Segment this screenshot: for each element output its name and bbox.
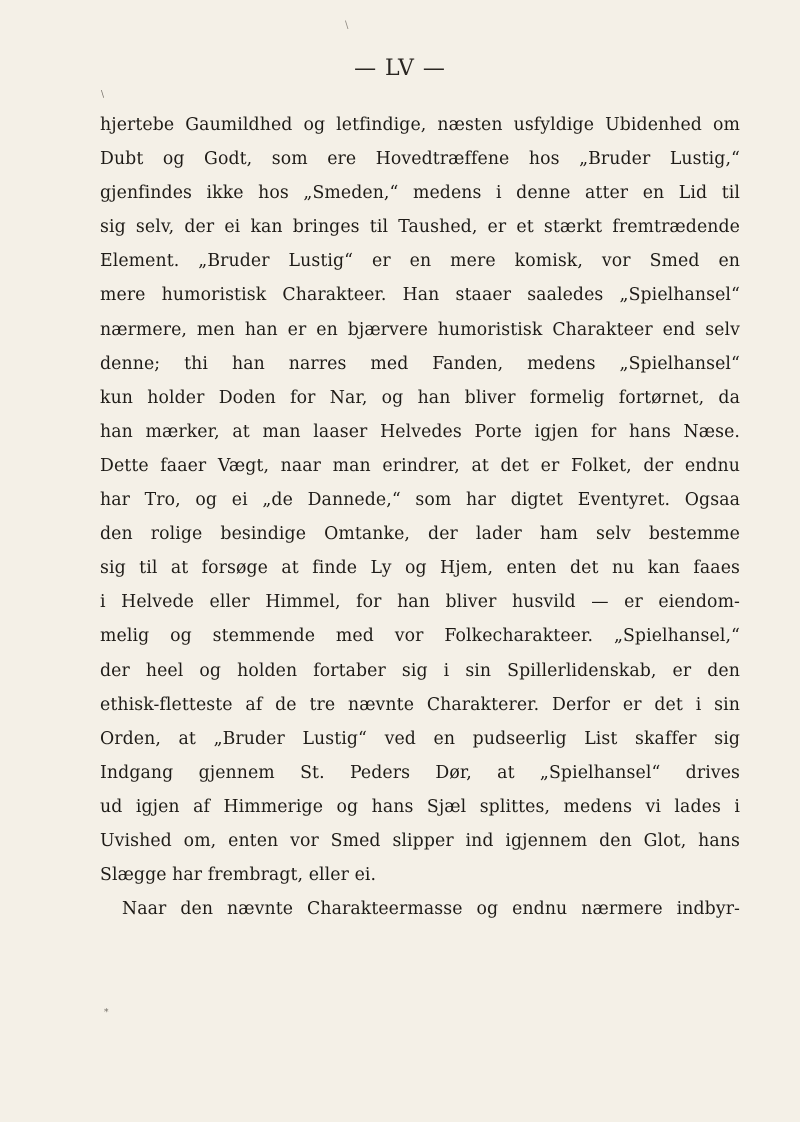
stray-mark: \: [101, 90, 105, 100]
text-line: melig og stemmende med vor Folkecharakteer. „Spielhansel,“: [100, 626, 740, 647]
text-line: gjenfindes ikke hos „Smeden,“ medens i denne atter en Lid til: [100, 183, 740, 204]
text-line: sig til at forsøge at finde Ly og Hjem, enten det nu kan faaes: [100, 558, 740, 579]
text-line: har Tro, og ei „de Dannede,“ som har digtet Eventyret. Ogsaa: [100, 490, 740, 511]
text-line: der heel og holden fortaber sig i sin Spillerlidenskab, er den: [100, 660, 740, 681]
text-line: nærmere, men han er en bjærvere humoristisk Charakteer end selv: [100, 319, 740, 340]
text-line: sig selv, der ei kan bringes til Taushed, er et stærkt fremtrædende: [100, 217, 740, 238]
text-line: i Helvede eller Himmel, for han bliver husvild — er eiendom-: [100, 592, 740, 613]
text-line: han mærker, at man laaser Helvedes Porte igjen for hans Næse.: [100, 421, 740, 442]
text-line: kun holder Doden for Nar, og han bliver formelig fortørnet, da: [100, 387, 740, 408]
stray-mark: *: [104, 1008, 109, 1018]
body-text: [100, 108, 740, 926]
page-number: — LV —: [354, 56, 446, 81]
text-line: ethisk-fletteste af de tre nævnte Charakterer. Derfor er det i sin: [100, 694, 740, 715]
stray-mark: \: [345, 20, 349, 31]
text-line: Element. „Bruder Lustig“ er en mere komisk, vor Smed en: [100, 251, 740, 272]
text-line: ud igjen af Himmerige og hans Sjæl splittes, medens vi lades i: [100, 796, 740, 817]
text-line: Dette faaer Vægt, naar man erindrer, at det er Folket, der endnu: [100, 455, 740, 476]
text-line: Orden, at „Bruder Lustig“ ved en pudseerlig List skaffer sig: [100, 728, 740, 749]
text-line: Slægge har frembragt, eller ei.: [100, 865, 377, 886]
text-line: Naar den nævnte Charakteermasse og endnu nærmere indbyr-: [122, 899, 740, 920]
text-line: hjertebe Gaumildhed og letfindige, næsten usfyldige Ubidenhed om: [100, 115, 740, 135]
text-line: den rolige besindige Omtanke, der lader ham selv bestemme: [100, 524, 740, 545]
text-line: Dubt og Godt, som ere Hovedtræffene hos „Bruder Lustig,“: [100, 149, 740, 170]
text-line: Indgang gjennem St. Peders Dør, at „Spielhansel“ drives: [100, 762, 740, 783]
text-line: Uvished om, enten vor Smed slipper ind igjennem den Glot, hans: [100, 830, 740, 851]
text-line: mere humoristisk Charakteer. Han staaer saaledes „Spielhansel“: [100, 285, 740, 306]
text-line: denne; thi han narres med Fanden, medens „Spielhansel“: [100, 353, 740, 374]
